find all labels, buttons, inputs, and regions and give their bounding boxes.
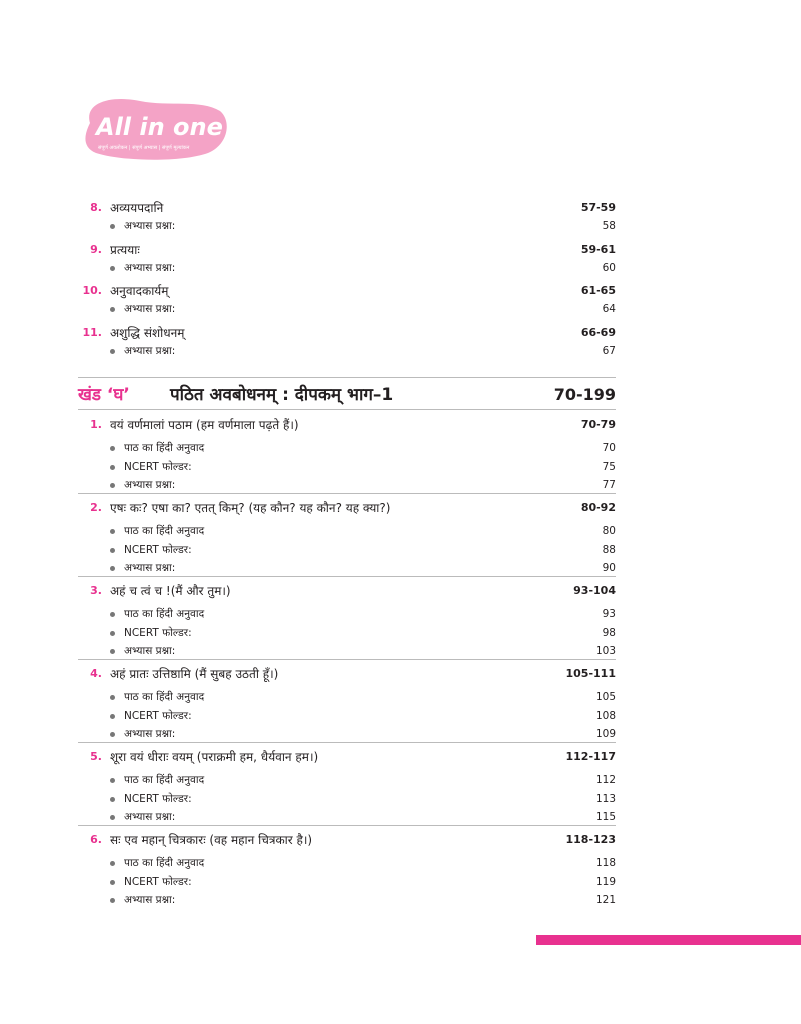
subitem-page: 115 <box>595 811 616 823</box>
toc-subitem[interactable] <box>78 523 616 539</box>
subitem-page: 108 <box>595 709 616 722</box>
chapter-title: अहं च त्वं च !(मैं और तुम।) <box>110 584 231 598</box>
toc-subitem[interactable] <box>78 606 616 622</box>
bullet-icon <box>110 307 115 312</box>
chapter-row[interactable] <box>78 499 616 517</box>
subitem-label: अभ्यास प्रश्ना: <box>124 303 176 315</box>
bullet-icon <box>110 631 115 636</box>
chapter-pages: 70-79 <box>580 418 616 431</box>
toc-subitem[interactable] <box>78 874 616 890</box>
chapter-pages: 80-92 <box>580 501 616 514</box>
subitem-page: 88 <box>602 543 616 556</box>
brand-logo <box>80 93 230 161</box>
bullet-icon <box>110 778 115 783</box>
bullet-icon <box>110 566 115 571</box>
toc-subitem[interactable] <box>78 726 616 742</box>
subitem-page: 90 <box>602 562 616 574</box>
subitem-label: अभ्यास प्रश्ना: <box>124 220 176 232</box>
subitem-page: 103 <box>595 645 616 657</box>
chapter-number: 4. <box>90 667 102 680</box>
subitem-label: अभ्यास प्रश्ना: <box>124 728 176 740</box>
toc-subitem[interactable] <box>78 440 616 456</box>
toc-subitem[interactable] <box>78 708 616 724</box>
bullet-icon <box>110 266 115 271</box>
subitem-label: पाठ का हिंदी अनुवाद <box>124 608 205 620</box>
subitem-page: 118 <box>595 857 616 869</box>
subitem-page: 98 <box>602 626 616 639</box>
toc-subitem[interactable] <box>78 560 616 576</box>
subitem-label: पाठ का हिंदी अनुवाद <box>124 857 205 869</box>
chapter-title: वयं वर्णमालां पठाम (हम वर्णमाला पढ़ते हैं।) <box>110 418 299 432</box>
toc-subitem[interactable] <box>78 809 616 825</box>
subitem-page: 64 <box>602 303 616 315</box>
subitem-label: पाठ का हिंदी अनुवाद <box>124 442 205 454</box>
subitem-page: 70 <box>602 442 616 454</box>
toc-subitem[interactable] <box>78 343 616 359</box>
decorative-pink-bar <box>536 935 801 945</box>
chapter-row[interactable] <box>78 199 616 217</box>
chapter-pages: 59-61 <box>580 242 616 256</box>
subitem-page: 109 <box>595 728 616 740</box>
bullet-icon <box>110 548 115 553</box>
bullet-icon <box>110 529 115 534</box>
toc-subitem[interactable] <box>78 218 616 234</box>
divider-line <box>78 742 616 743</box>
subitem-label: अभ्यास प्रश्ना: <box>124 261 176 274</box>
subitem-label: NCERT फोल्डर: <box>124 543 192 556</box>
chapter-row[interactable] <box>78 416 616 434</box>
divider-line <box>78 576 616 577</box>
subitem-page: 77 <box>602 479 616 491</box>
subitem-label: अभ्यास प्रश्ना: <box>124 894 176 906</box>
chapter-title: एषः कः? एषा का? एतत् किम्? (यह कौन? यह कौन? यह क्या?) <box>110 501 391 515</box>
chapter-pages: 112-117 <box>565 750 616 763</box>
section-heading <box>78 382 616 408</box>
chapter-row[interactable] <box>78 241 616 259</box>
chapter-number: 11. <box>82 325 102 339</box>
toc-subitem[interactable] <box>78 689 616 705</box>
chapter-pages: 93-104 <box>573 584 616 597</box>
subitem-page: 80 <box>602 525 616 537</box>
subitem-label: अभ्यास प्रश्ना: <box>124 811 176 823</box>
subitem-page: 121 <box>595 894 616 906</box>
toc-subitem[interactable] <box>78 772 616 788</box>
subitem-page: 113 <box>595 792 616 805</box>
chapter-pages: 61-65 <box>580 284 616 297</box>
subitem-label: अभ्यास प्रश्ना: <box>124 479 176 491</box>
subitem-label: पाठ का हिंदी अनुवाद <box>124 691 205 703</box>
subitem-page: 58 <box>602 220 616 232</box>
chapter-number: 2. <box>90 501 102 514</box>
bullet-icon <box>110 898 115 903</box>
subitem-page: 60 <box>602 261 616 274</box>
toc-subitem[interactable] <box>78 892 616 908</box>
chapter-pages: 66-69 <box>580 325 616 339</box>
bullet-icon <box>110 465 115 470</box>
toc-subitem[interactable] <box>78 855 616 871</box>
chapter-title: शूरा वयं धीराः वयम् (पराक्रमी हम, धैर्यवान हम।) <box>110 750 319 764</box>
svg-text:संपूर्ण अवलोकन | संपूर्ण अभ्या: संपूर्ण अवलोकन | संपूर्ण अभ्यास | संपूर्ण मूल्यांकन <box>98 145 190 151</box>
subitem-label: NCERT फोल्डर: <box>124 792 192 805</box>
chapter-title: अहं प्रातः उत्तिष्ठामि (मैं सुबह उठती हूँ।) <box>110 667 279 681</box>
chapter-number: 1. <box>90 418 102 431</box>
bullet-icon <box>110 880 115 885</box>
bullet-icon <box>110 695 115 700</box>
subitem-label: अभ्यास प्रश्ना: <box>124 562 176 574</box>
subitem-label: अभ्यास प्रश्ना: <box>124 344 176 357</box>
chapter-row[interactable] <box>78 282 616 300</box>
chapter-number: 9. <box>90 242 102 256</box>
chapter-row[interactable] <box>78 582 616 600</box>
chapter-pages: 105-111 <box>565 667 616 680</box>
svg-text:All in one: All in one <box>96 113 223 141</box>
chapter-title: अनुवादकार्यम् <box>110 284 169 298</box>
subitem-page: 119 <box>595 875 616 888</box>
divider-line <box>78 377 616 378</box>
subitem-label: NCERT फोल्डर: <box>124 709 192 722</box>
chapter-title: प्रत्ययाः <box>110 242 140 257</box>
bullet-icon <box>110 612 115 617</box>
chapter-number: 8. <box>90 201 102 214</box>
subitem-page: 67 <box>602 344 616 357</box>
toc-subitem[interactable] <box>78 477 616 493</box>
divider-line <box>78 493 616 494</box>
bullet-icon <box>110 349 115 354</box>
subitem-label: NCERT फोल्डर: <box>124 875 192 888</box>
divider-line <box>78 825 616 826</box>
subitem-label: अभ्यास प्रश्ना: <box>124 645 176 657</box>
chapter-pages: 118-123 <box>565 833 616 846</box>
bullet-icon <box>110 224 115 229</box>
chapter-title: अव्ययपदानि <box>110 201 164 215</box>
divider-line <box>78 659 616 660</box>
section-title: पठित अवबोधनम् : दीपकम् भाग–1 <box>170 385 394 405</box>
subitem-page: 93 <box>602 608 616 620</box>
subitem-label: NCERT फोल्डर: <box>124 626 192 639</box>
subitem-page: 105 <box>595 691 616 703</box>
bullet-icon <box>110 815 115 820</box>
bullet-icon <box>110 797 115 802</box>
chapter-number: 3. <box>90 584 102 597</box>
toc-subitem[interactable] <box>78 625 616 641</box>
subitem-label: NCERT फोल्डर: <box>124 460 192 473</box>
chapter-number: 6. <box>90 833 102 846</box>
toc-subitem[interactable] <box>78 459 616 475</box>
chapter-row[interactable] <box>78 324 616 342</box>
toc-subitem[interactable] <box>78 301 616 317</box>
subitem-label: पाठ का हिंदी अनुवाद <box>124 774 205 786</box>
bullet-icon <box>110 446 115 451</box>
bullet-icon <box>110 732 115 737</box>
bullet-icon <box>110 483 115 488</box>
subitem-label: पाठ का हिंदी अनुवाद <box>124 525 205 537</box>
chapter-pages: 57-59 <box>580 201 616 214</box>
toc-subitem[interactable] <box>78 791 616 807</box>
bullet-icon <box>110 649 115 654</box>
chapter-title: सः एव महान् चित्रकारः (वह महान चित्रकार है।) <box>110 833 313 847</box>
chapter-number: 10. <box>82 284 102 297</box>
subitem-page: 112 <box>595 774 616 786</box>
toc-subitem[interactable] <box>78 260 616 276</box>
chapter-row[interactable] <box>78 748 616 766</box>
divider-line <box>78 409 616 410</box>
section-label: खंड ‘घ’ <box>78 385 130 405</box>
bullet-icon <box>110 714 115 719</box>
toc-subitem[interactable] <box>78 643 616 659</box>
bullet-icon <box>110 861 115 866</box>
section-pages: 70-199 <box>553 385 616 404</box>
chapter-row[interactable] <box>78 831 616 849</box>
chapter-number: 5. <box>90 750 102 763</box>
chapter-title: अशुद्धि संशोधनम् <box>110 325 185 340</box>
toc-subitem[interactable] <box>78 542 616 558</box>
chapter-row[interactable] <box>78 665 616 683</box>
subitem-page: 75 <box>602 460 616 473</box>
